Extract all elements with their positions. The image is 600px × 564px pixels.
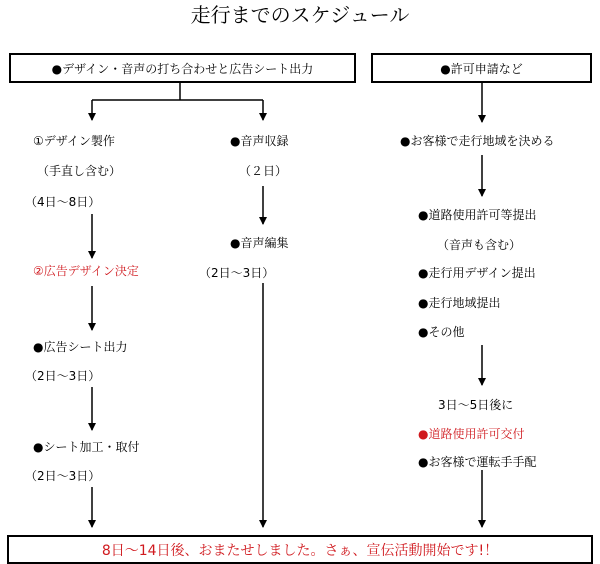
- audio-step-1: ●音声収録: [230, 134, 289, 148]
- permit-step-2: ●道路使用許可等提出: [418, 208, 537, 222]
- design-step-2: ②広告デザイン決定: [33, 264, 139, 278]
- permit-step-7: ●お客様で運転手手配: [418, 455, 537, 469]
- design-step-3-days: （2日～3日）: [25, 369, 101, 383]
- permit-step-1: ●お客様で走行地域を決める: [400, 134, 555, 148]
- audio-step-2-days: （2日～3日）: [199, 266, 275, 280]
- right-header-label: ●許可申請など: [440, 61, 523, 76]
- permit-step-5: ●その他: [418, 325, 465, 339]
- permit-step-2-note: （音声も含む）: [437, 238, 522, 252]
- permit-wait-label: 3日～5日後に: [438, 398, 514, 412]
- permit-step-6: ●道路使用許可交付: [418, 427, 525, 441]
- design-step-4-days: （2日～3日）: [25, 469, 101, 483]
- footer-message: 8日～14日後、おまたせしました。さぁ、宣伝活動開始です!！: [101, 542, 499, 559]
- left-header-box: [9, 53, 356, 83]
- permit-step-3: ●走行用デザイン提出: [418, 266, 536, 280]
- design-step-4: ●シート加工・取付: [33, 440, 140, 454]
- audio-step-2: ●音声編集: [230, 236, 289, 250]
- design-step-1-days: （4日～8日）: [25, 195, 101, 209]
- footer-box: [7, 535, 593, 564]
- design-step-1-note: （手直し含む）: [37, 164, 122, 178]
- page-title: 走行までのスケジュール: [190, 3, 410, 27]
- audio-step-1-days: （２日）: [239, 164, 288, 178]
- design-step-3: ●広告シート出力: [33, 340, 128, 354]
- permit-step-4: ●走行地域提出: [418, 296, 501, 310]
- left-header-label: ●デザイン・音声の打ち合わせと広告シート出力: [51, 61, 314, 76]
- design-step-1: ①デザイン製作: [33, 134, 115, 148]
- right-header-box: [371, 53, 592, 83]
